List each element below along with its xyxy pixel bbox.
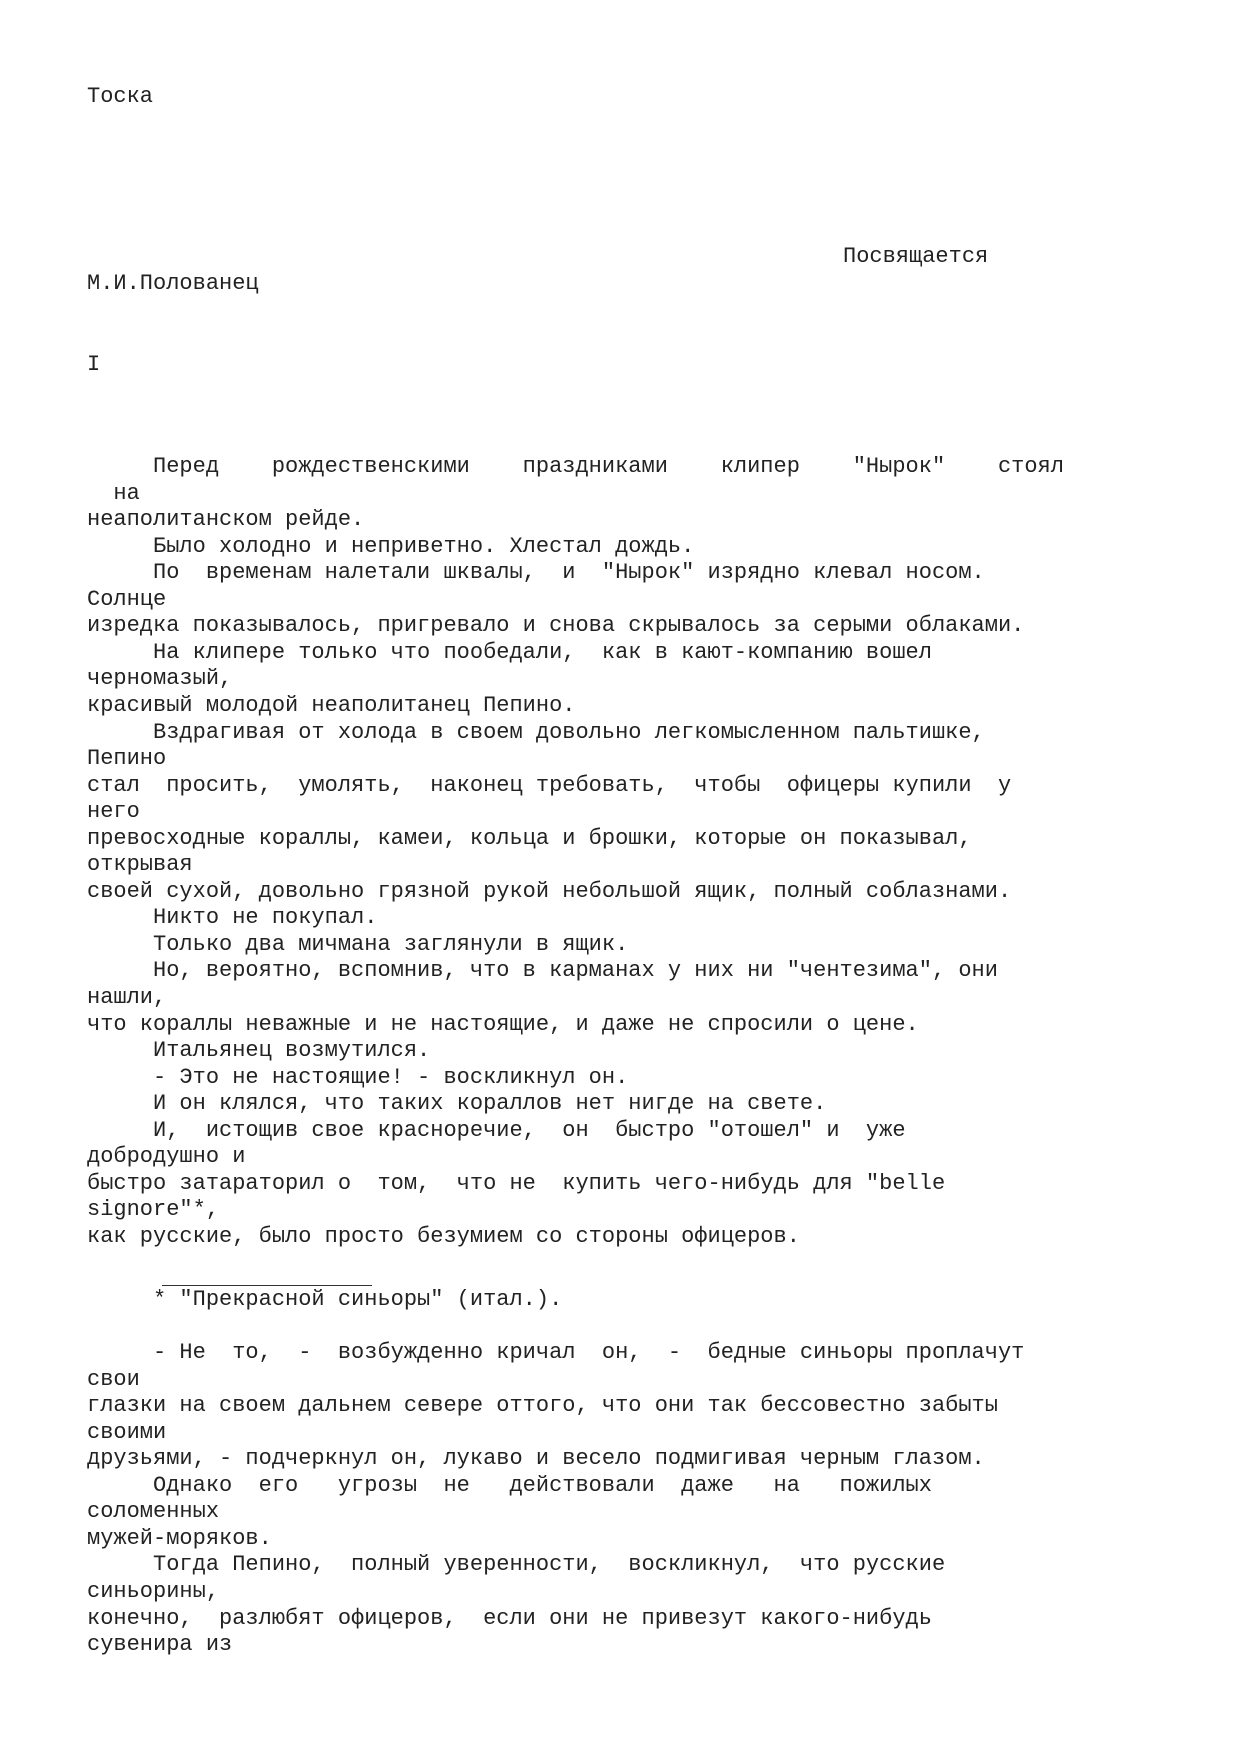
text-line: неаполитанском рейде. [87, 507, 365, 533]
text-line: Однако его угрозы не действовали даже на пожилых [87, 1472, 932, 1498]
text-line: Было холодно и неприветно. Хлестал дождь. [87, 533, 695, 559]
text-line: свои [87, 1366, 140, 1392]
document-title: Тоска [87, 84, 154, 109]
text-line: быстро затараторил о том, что не купить чего-нибудь для "belle [87, 1170, 946, 1196]
text-line: добродушно и [87, 1144, 246, 1170]
text-line: - Не то, - возбужденно кричал он, - бедные синьоры проплачут [87, 1340, 1025, 1365]
text-line: Только два мичмана заглянули в ящик. [87, 931, 629, 957]
text-line: И он клялся, что таких кораллов нет нигде на свете. [87, 1091, 827, 1117]
text-line: глазки на своем дальнем севере оттого, что они так бессовестно забыты [87, 1393, 998, 1419]
text-line: Итальянец возмутился. [87, 1038, 431, 1064]
text-line: как русские, было просто безумием со стороны офицеров. [87, 1223, 800, 1249]
text-line: сувенира из [87, 1632, 233, 1658]
text-line: стал просить, умолять, наконец требовать, чтобы офицеры купили у [87, 772, 1012, 798]
text-line: изредка показывалось, пригревало и снова скрывалось за серыми облаками. [87, 613, 1025, 639]
text-line: - Это не настоящие! - воскликнул он. [87, 1064, 629, 1090]
text-line: signore"*, [87, 1197, 220, 1223]
text-line: Тогда Пепино, полный уверенности, воскликнул, что русские [87, 1552, 946, 1578]
text-line: И, истощив свое красноречие, он быстро "отошел" и уже [87, 1117, 906, 1143]
dedication-name: М.И.Пoлoванец [87, 271, 259, 296]
text-line: открывая [87, 852, 193, 878]
dedication-label: Посвящается [843, 244, 989, 269]
text-line: превосходные кораллы, камеи, кольца и брошки, которые он показывал, [87, 825, 972, 851]
text-line: красивый молодой неаполитанец Пепино. [87, 692, 576, 718]
text-line: нашли, [87, 985, 167, 1010]
text-line: что кораллы неважные и не настоящие, и даже не спросили о цене. [87, 1011, 919, 1037]
text-line: Солнце [87, 586, 167, 612]
text-line: на [87, 480, 140, 506]
text-line: своей сухой, довольно грязной рукой небольшой ящик, полный соблазнами. [87, 878, 1012, 904]
footnote-divider [162, 1285, 372, 1286]
text-line: мужей-моряков. [87, 1525, 272, 1551]
text-line: синьорины, [87, 1578, 220, 1604]
footnote: * "Прекрасной синьоры" (итал.). [87, 1287, 563, 1312]
text-line: соломенных [87, 1499, 220, 1525]
text-line: Но, вероятно, вспомнив, что в карманах у них ни "чентезима", они [87, 958, 998, 984]
text-line: Пепино [87, 746, 167, 772]
text-line: По временам налетали шквалы, и "Нырок" изрядно клевал носом. [87, 560, 985, 586]
text-line: него [87, 799, 140, 825]
text-line: На клипере только что пообедали, как в кают-компанию вошел [87, 639, 932, 665]
text-line: своими [87, 1419, 167, 1445]
text-line: Перед рождественскими праздниками клипер "Нырок" стоял [87, 454, 1064, 479]
text-line: черномазый, [87, 666, 233, 692]
chapter-number: I [87, 352, 101, 377]
text-line: друзьями, - подчеркнул он, лукаво и весело подмигивая черным глазом. [87, 1446, 985, 1472]
text-line: Никто не покупал. [87, 905, 378, 931]
text-line: конечно, разлюбят офицеров, если они не привезут какого-нибудь [87, 1605, 932, 1631]
text-line: Вздрагивая от холода в своем довольно легкомысленном пальтишке, [87, 719, 985, 745]
